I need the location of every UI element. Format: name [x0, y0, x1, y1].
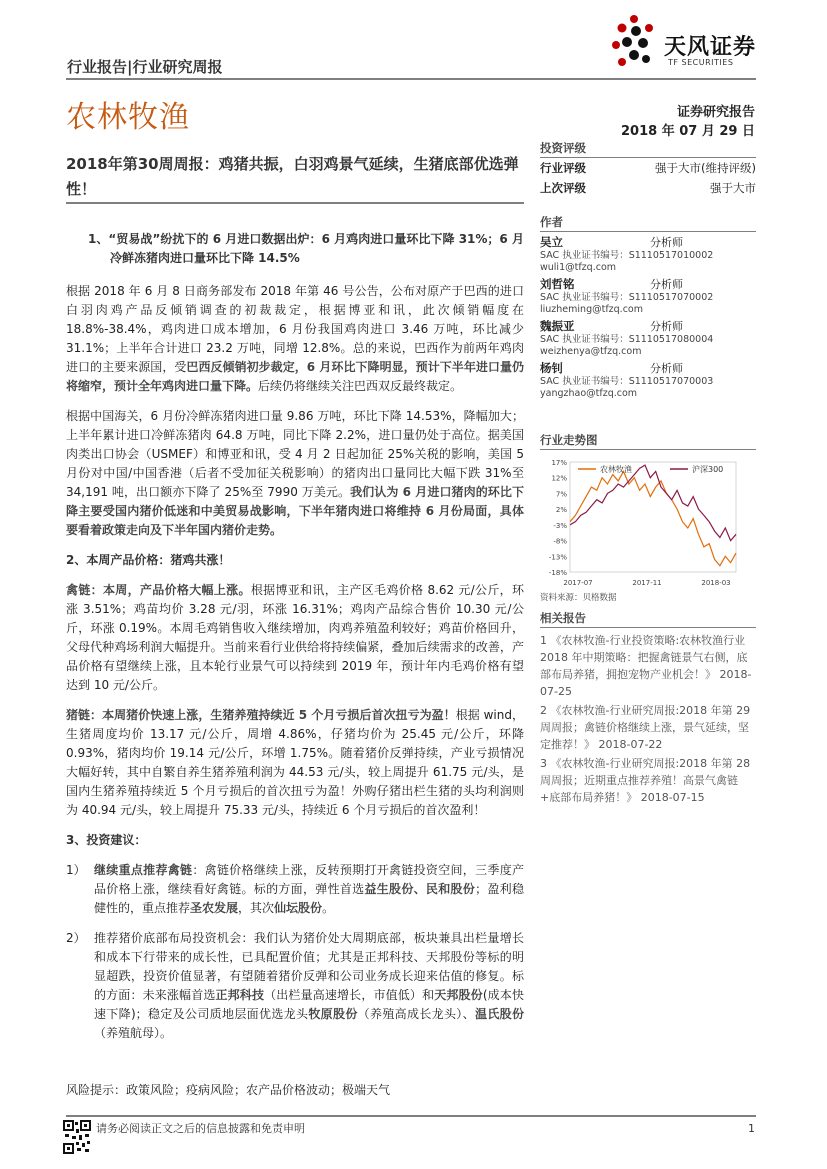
title-divider: [66, 202, 524, 204]
x-tick-label: 2018-03: [701, 579, 731, 587]
analyst-email[interactable]: wuli1@tfzq.com: [540, 262, 617, 273]
report-title: 2018年第30周周报：鸡猪共振，白羽鸡景气延续，生猪底部优选弹性！: [66, 155, 519, 198]
investment-item-2: 2） 推荐猪价底部布局投资机会：我们认为猪价处大周期底部，板块兼具出栏量增长和成本下行带来的成长性，已具配置价值；尤其是正邦科技、天邦股份等标的明显超跌，投资价值显著，有望随着猪价反弹和公司业务成长迎来估值的修复。标的方面：未来涨幅首选正邦科技（出栏量高速增长，市值低）和天邦股份(成本快速下降)；稳定及公司质地层面优选龙头牧原股份（养殖高成长龙头）、温氏股份（养殖航母）。: [66, 931, 524, 1040]
section-2-heading: 2、本周产品价格：猪鸡共涨！: [66, 553, 231, 567]
rating-title: 投资评级: [540, 140, 756, 158]
footer-disclaimer: 请务必阅读正文之后的信息披露和免责申明: [96, 1122, 305, 1135]
series-line-csi300: [570, 465, 736, 540]
y-tick-label: 2%: [555, 506, 567, 515]
analyst-email[interactable]: liuzheming@tfzq.com: [540, 304, 643, 315]
trend-block: [540, 432, 756, 603]
qr-code-icon: [63, 1120, 91, 1154]
report-date: 2018 年 07 月 29 日: [621, 124, 755, 139]
rating-block: [540, 140, 756, 198]
analyst-email[interactable]: yangzhao@tfzq.com: [540, 388, 638, 399]
analyst-entry: 吴立 分析师 SAC 执业证书编号：S1110517010002 wuli1@tfzq.com: [540, 235, 756, 274]
related-block: [540, 610, 756, 808]
analyst-entry: 刘哲铭 分析师 SAC 执业证书编号：S1110517070002 liuzheming@tfzq.com: [540, 277, 756, 316]
y-tick-label: -8%: [553, 537, 567, 546]
legend-label: 沪深300: [692, 465, 724, 474]
footer-divider: [66, 1115, 756, 1117]
industry-title: 农林牧渔: [66, 100, 190, 135]
x-tick-label: 2017-07: [563, 579, 593, 587]
report-type: 证券研究报告: [676, 105, 755, 120]
related-report-item[interactable]: 2 《农林牧渔-行业研究周报:2018 年第 29 周周报；禽链价格继续上涨，景气延续，坚定推荐！》 2018-07-22: [540, 704, 751, 751]
page-number: 1: [748, 1122, 755, 1135]
trend-title: 行业走势图: [540, 432, 756, 450]
related-report-item[interactable]: 1 《农林牧渔-行业投资策略:农林牧渔行业 2018 年中期策略：把握禽链景气右侧，底部布局养猪，拥抱宠物产业机会！》 2018-07-25: [540, 634, 752, 698]
y-tick-label: 17%: [551, 459, 567, 467]
plot-frame: [570, 462, 736, 572]
chart-source: 资料来源：贝格数据: [540, 593, 617, 603]
brand-name: 天风证券: [664, 35, 757, 60]
y-tick-label: -18%: [548, 569, 567, 577]
brand-logo-icon: [610, 14, 660, 72]
legend-label: 农林牧渔: [600, 465, 632, 474]
x-tick-label: 2017-11: [632, 579, 662, 587]
y-tick-label: 12%: [551, 474, 567, 483]
brand-name-en: TF SECURITIES: [668, 58, 734, 67]
analyst-email[interactable]: weizhenya@tfzq.com: [540, 346, 642, 357]
paragraph-chicken-imports: 根据 2018 年 6 月 8 日商务部发布 2018 年第 46 号公告，公布对原产于巴西的进口白羽肉鸡产品反倾销调查的初裁裁定，根据博亚和讯，此次倾销幅度在 18.8%-38.4%，鸡肉进口成本增加，6 月份我国鸡肉进口 3.46 万吨，环比减少 31.1%；上半年合计进口 23.2 万吨，同增 12.8%。总的来说，巴西作为前两年鸡肉进口的主要来源国，受巴西反倾销初步裁定，6 月环比下降明显，预计下半年进口量仍将缩窄，预计全年鸡肉进口量下降。后续仍将继续关注巴西双反最终裁定。: [66, 284, 524, 393]
authors-title: 作者: [540, 214, 756, 232]
industry-trend-chart: [540, 450, 756, 588]
section-1-heading: 1、“贸易战”纷扰下的 6 月进口数据出炉：6 月鸡肉进口量环比下降 31%；6 月冷鲜冻猪肉进口量环比下降 14.5%: [88, 232, 524, 265]
related-report-item[interactable]: 3 《农林牧渔-行业研究周报:2018 年第 28 周周报；近期重点推荐养殖！高景气禽链+底部布局养猪！》 2018-07-15: [540, 757, 751, 804]
y-tick-label: 7%: [555, 490, 567, 499]
risk-warning: 风险提示：政策风险；疫病风险；农产品价格波动；极端天气: [66, 1083, 391, 1097]
paragraph-hog-chain: 猪链：本周猪价快速上涨，生猪养殖持续近 5 个月亏损后首次扭亏为盈！根据 wind，生猪周度均价 13.17 元/公斤，周增 4.86%，仔猪均价为 25.45 元/公斤，环降 0.93%，猪肉均价 19.14 元/公斤，环增 1.75%。随着猪价反弹持续，产业亏损情况大幅好转，其中自繁自养生猪养殖利润为 44.53 元/头，较上周提升 61.75 元/头，是国内生猪养殖持续近 5 个月亏损后的首次扭亏为盈！外购仔猪出栏生猪的头均利润则为 40.94 元/头，较上周提升 75.33 元/头，持续近 6 个月亏损后的首次盈利！: [66, 708, 524, 817]
y-tick-label: -13%: [548, 553, 567, 562]
series-line-industry: [570, 471, 736, 565]
prev-rating-row: 上次评级 强于大市: [540, 181, 756, 195]
authors-block: [540, 214, 756, 400]
industry-rating-row: 行业评级 强于大市(维持评级): [540, 161, 756, 175]
report-category: 行业报告|行业研究周报: [67, 58, 223, 76]
analyst-entry: 杨钊 分析师 SAC 执业证书编号：S1110517070003 yangzhao@tfzq.com: [540, 361, 756, 400]
related-title: 相关报告: [540, 610, 756, 628]
header-divider: [66, 78, 756, 80]
paragraph-pork-imports: 根据中国海关，6 月份冷鲜冻猪肉进口量 9.86 万吨，环比下降 14.53%，降幅加大；上半年累计进口冷鲜冻猪肉 64.8 万吨，同比下降 2.2%，进口量仍处于高位。据美国肉类出口协会（USMEF）和博亚和讯，受 4 月 2 日起加征 25%关税的影响，美国 5 月份对中国/中国香港（后者不受加征关税影响）的猪肉出口量同比大幅下跌 31%至 34,191 吨，出口额亦下降了 25%至 7990 万美元。我们认为 6 月进口猪肉的环比下降主要受国内猪价低迷和中美贸易战影响，下半年猪肉进口将维持 6 月份局面，具体要看着政策走向及下半年国内猪价走势。: [66, 409, 524, 537]
main-content: [66, 230, 524, 1111]
paragraph-poultry-chain: 禽链：本周，产品价格大幅上涨。根据博亚和讯，主产区毛鸡价格 8.62 元/公斤，环涨 3.51%；鸡苗均价 3.28 元/羽，环涨 16.31%；鸡肉产品综合售价 10.30 元/公斤，环涨 0.19%。本周毛鸡销售收入继续增加，肉鸡养殖盈利较好；鸡苗价格回升，父母代种鸡场利润大幅提升。当前来看行业供给将持续偏紧，叠加后续需求的改善，产品价格有望继续上涨，且本轮行业景气可以持续到 2019 年，预计年内毛鸡价格有望达到 10 元/公斤。: [66, 583, 524, 692]
y-tick-label: -3%: [553, 521, 567, 530]
analyst-entry: 魏振亚 分析师 SAC 执业证书编号：S1110517080004 weizhenya@tfzq.com: [540, 319, 756, 358]
section-3-heading: 3、投资建议：: [66, 833, 147, 847]
investment-item-1: 1） 继续重点推荐禽链：禽链价格继续上涨，反转预期打开禽链投资空间，三季度产品价格上涨，继续看好禽链。标的方面，弹性首选益生股份、民和股份；盈利稳健性的，重点推荐圣农发展，其次仙坛股份。: [66, 863, 524, 915]
